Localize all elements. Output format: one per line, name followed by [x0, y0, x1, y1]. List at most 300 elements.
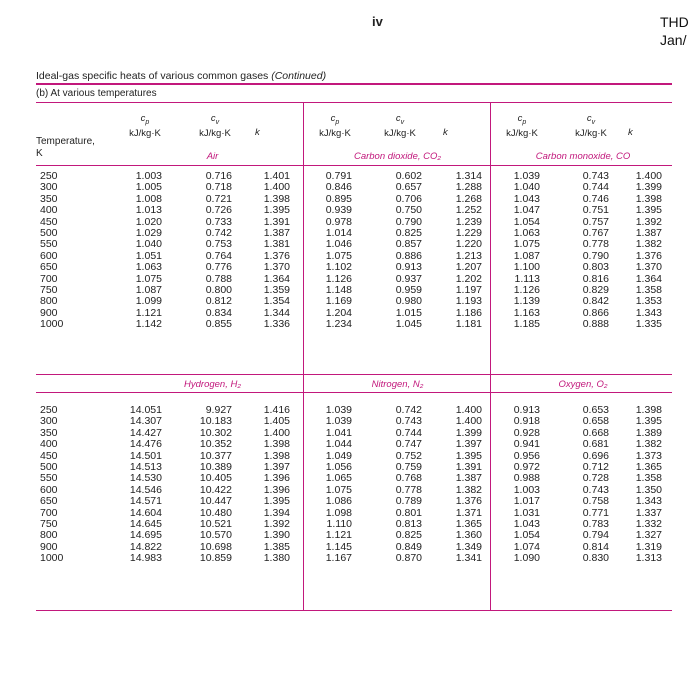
table-cell: 1.047: [513, 204, 540, 217]
cp-symbol: $c_p$: [517, 113, 527, 126]
table-cell: 0.788: [205, 272, 232, 285]
table-cell: 10.352: [199, 438, 232, 451]
table-cell: 1.074: [513, 540, 540, 553]
co2-k-column: [434, 171, 482, 330]
temperature-column-bottom: [40, 405, 63, 564]
table-cell: 14.501: [129, 449, 162, 462]
table-cell: 0.816: [582, 272, 609, 285]
n2-cp-column: [300, 405, 352, 564]
section-divider-top: [36, 374, 672, 375]
table-cell: 1.359: [263, 283, 290, 296]
table-cell: 1.005: [135, 181, 162, 194]
table-cell: 1.229: [455, 226, 482, 239]
table-cell: 0.939: [325, 204, 352, 217]
table-title-continued: (Continued): [271, 70, 327, 82]
table-cell: 1.169: [325, 295, 352, 308]
temperature-cell: 350: [40, 426, 58, 439]
table-cell: 0.913: [395, 261, 422, 274]
temperature-cell: 650: [40, 261, 58, 274]
co2-cp-column: [300, 171, 352, 330]
table-cell: 0.918: [513, 415, 540, 428]
table-cell: 0.653: [582, 404, 609, 416]
table-cell: 0.829: [582, 283, 609, 296]
table-cell: 0.825: [395, 226, 422, 239]
o2-k-column: [614, 405, 662, 564]
table-cell: 0.757: [582, 215, 609, 228]
corner-text: [660, 13, 689, 49]
k-header-2: k: [628, 127, 633, 138]
table-cell: 1.381: [263, 238, 290, 251]
table-cell: 1.398: [635, 404, 662, 416]
table-cell: 1.364: [635, 272, 662, 285]
table-cell: 1.395: [455, 449, 482, 462]
table-cell: 1.213: [455, 249, 482, 262]
table-cell: 0.657: [395, 181, 422, 194]
o2-cp-column: [488, 405, 540, 564]
table-cell: 1.343: [635, 306, 662, 319]
table-cell: 0.988: [513, 472, 540, 485]
unit-label: kJ/kg·K: [199, 127, 231, 139]
table-cell: 1.013: [135, 204, 162, 217]
table-cell: 0.814: [582, 540, 609, 553]
table-cell: 0.801: [395, 506, 422, 519]
table-cell: 0.849: [395, 540, 422, 553]
header-top-rule: [36, 102, 672, 103]
table-cell: 1.350: [635, 483, 662, 496]
table-cell: 10.422: [199, 483, 232, 496]
table-cell: 1.031: [513, 506, 540, 519]
table-cell: 1.098: [325, 506, 352, 519]
table-cell: 1.110: [326, 517, 352, 530]
temperature-cell: 700: [40, 506, 58, 519]
table-cell: 1.392: [263, 517, 290, 530]
table-cell: 1.181: [455, 318, 482, 331]
table-cell: 1.040: [135, 238, 162, 251]
table-cell: 1.039: [325, 415, 352, 428]
table-cell: 14.695: [129, 529, 162, 542]
page-number: iv: [372, 14, 383, 29]
table-cell: 0.800: [205, 283, 232, 296]
temperature-cell: 500: [40, 460, 58, 473]
table-cell: 1.395: [263, 204, 290, 217]
cv-header-0: [190, 113, 240, 139]
table-cell: 1.167: [325, 552, 352, 565]
table-cell: 1.395: [263, 495, 290, 508]
table-cell: 1.039: [325, 404, 352, 416]
h2-k-column: [242, 405, 290, 564]
table-cell: 1.335: [635, 318, 662, 331]
table-cell: 1.396: [263, 472, 290, 485]
table-cell: 1.063: [513, 226, 540, 239]
table-cell: 1.376: [455, 495, 482, 508]
table-subtitle: (b) At various temperatures: [36, 88, 157, 99]
table-cell: 1.063: [135, 261, 162, 274]
table-cell: 0.783: [582, 517, 609, 530]
table-cell: 1.400: [455, 404, 482, 416]
table-cell: 1.288: [455, 181, 482, 194]
o2-cv-column: [557, 405, 609, 564]
table-cell: 0.746: [582, 192, 609, 205]
temperature-cell: 450: [40, 449, 58, 462]
table-cell: 14.051: [129, 404, 162, 416]
table-cell: 1.121: [325, 529, 352, 542]
table-cell: 1.045: [395, 318, 422, 331]
table-cell: 0.668: [582, 426, 609, 439]
table-cell: 0.742: [205, 226, 232, 239]
table-cell: 1.365: [635, 460, 662, 473]
temperature-header: [36, 136, 95, 160]
table-cell: 0.846: [325, 181, 352, 194]
table-cell: 0.980: [395, 295, 422, 308]
table-cell: 0.747: [395, 438, 422, 451]
table-cell: 1.332: [635, 517, 662, 530]
table-cell: 1.391: [455, 460, 482, 473]
table-cell: 10.377: [199, 449, 232, 462]
table-cell: 0.658: [582, 415, 609, 428]
table-cell: 1.397: [455, 438, 482, 451]
table-cell: 0.790: [395, 215, 422, 228]
table-cell: 0.752: [395, 449, 422, 462]
table-cell: 1.102: [325, 261, 352, 274]
table-cell: 1.390: [263, 529, 290, 542]
table-cell: 0.834: [205, 306, 232, 319]
table-cell: 10.302: [199, 426, 232, 439]
cv-header-1: [375, 113, 425, 139]
temperature-cell: 300: [40, 415, 58, 428]
table-cell: 1.327: [635, 529, 662, 542]
table-cell: 14.476: [129, 438, 162, 451]
table-cell: 1.382: [635, 238, 662, 251]
table-cell: 0.753: [205, 238, 232, 251]
table-cell: 1.148: [325, 283, 352, 296]
table-cell: 1.354: [263, 295, 290, 308]
corner-line-1: THD: [660, 14, 689, 30]
table-cell: 1.043: [513, 517, 540, 530]
cv-symbol: $c_v$: [586, 113, 596, 126]
table-cell: 0.812: [205, 295, 232, 308]
table-cell: 0.742: [395, 404, 422, 416]
table-cell: 1.341: [455, 552, 482, 565]
table-cell: 0.842: [582, 295, 609, 308]
table-cell: 1.387: [635, 226, 662, 239]
table-cell: 1.391: [263, 215, 290, 228]
table-cell: 1.040: [513, 181, 540, 194]
table-cell: 1.087: [135, 283, 162, 296]
cp-header-0: [120, 113, 170, 139]
table-cell: 1.268: [455, 192, 482, 205]
temperature-cell: 400: [40, 204, 58, 217]
table-cell: 1.163: [513, 306, 540, 319]
table-cell: 0.758: [582, 495, 609, 508]
table-cell: 0.776: [205, 261, 232, 274]
table-cell: 0.913: [513, 404, 540, 416]
temperature-cell: 450: [40, 215, 58, 228]
table-cell: 1.382: [455, 483, 482, 496]
table-cell: 1.398: [635, 192, 662, 205]
table-cell: 1.336: [263, 318, 290, 331]
table-cell: 1.044: [325, 438, 352, 451]
temperature-cell: 600: [40, 249, 58, 262]
temperature-label: Temperature,: [36, 136, 95, 147]
table-cell: 1.358: [635, 472, 662, 485]
table-cell: 0.726: [205, 204, 232, 217]
table-cell: 0.743: [395, 415, 422, 428]
table-cell: 1.003: [135, 170, 162, 182]
table-title-main: Ideal-gas specific heats of various common gases: [36, 70, 272, 82]
table-cell: 1.029: [135, 226, 162, 239]
table-cell: 1.313: [635, 552, 662, 565]
cp-header-1: [310, 113, 360, 139]
table-cell: 1.075: [513, 238, 540, 251]
section-divider-bottom: [36, 392, 672, 393]
table-cell: 1.349: [455, 540, 482, 553]
table-cell: 10.389: [199, 460, 232, 473]
table-cell: 1.145: [325, 540, 352, 553]
table-cell: 1.126: [513, 283, 540, 296]
table-cell: 0.790: [582, 249, 609, 262]
table-cell: 14.530: [129, 472, 162, 485]
unit-label: kJ/kg·K: [319, 127, 351, 139]
k-header-1: k: [443, 127, 448, 138]
table-cell: 9.927: [205, 404, 232, 416]
temperature-cell: 900: [40, 306, 58, 319]
table-cell: 1.075: [135, 272, 162, 285]
table-cell: 10.570: [199, 529, 232, 542]
table-cell: 1.017: [513, 495, 540, 508]
co-cv-column: [557, 171, 609, 330]
table-cell: 1.056: [325, 460, 352, 473]
table-cell: 1.385: [263, 540, 290, 553]
table-cell: 1.395: [635, 415, 662, 428]
table-cell: 1.065: [325, 472, 352, 485]
table-cell: 10.698: [199, 540, 232, 553]
table-cell: 1.314: [455, 170, 482, 182]
table-cell: 1.399: [635, 181, 662, 194]
table-cell: 1.113: [514, 272, 540, 285]
table-cell: 1.400: [635, 170, 662, 182]
table-bottom-rule: [36, 610, 672, 611]
table-cell: 1.376: [263, 249, 290, 262]
table-cell: 1.343: [635, 495, 662, 508]
table-cell: 1.186: [455, 306, 482, 319]
co2-cv-column: [370, 171, 422, 330]
table-cell: 1.197: [455, 283, 482, 296]
table-cell: 1.099: [135, 295, 162, 308]
table-title: [36, 70, 326, 82]
table-cell: 1.204: [325, 306, 352, 319]
table-cell: 0.721: [205, 192, 232, 205]
table-cell: 0.830: [582, 552, 609, 565]
temperature-cell: 900: [40, 540, 58, 553]
cp-symbol: $c_p$: [330, 113, 340, 126]
table-cell: 1.376: [635, 249, 662, 262]
table-cell: 1.395: [635, 204, 662, 217]
table-cell: 1.400: [263, 181, 290, 194]
temperature-column-top: [40, 171, 63, 330]
table-cell: 1.054: [513, 215, 540, 228]
table-cell: 1.416: [263, 404, 290, 416]
table-cell: 1.353: [635, 295, 662, 308]
table-cell: 0.928: [513, 426, 540, 439]
table-cell: 0.744: [395, 426, 422, 439]
temperature-cell: 250: [40, 404, 58, 416]
temperature-cell: 550: [40, 472, 58, 485]
n2-k-column: [434, 405, 482, 564]
cp-header-2: [497, 113, 547, 139]
table-cell: 14.571: [129, 495, 162, 508]
table-cell: 14.427: [129, 426, 162, 439]
table-cell: 1.319: [635, 540, 662, 553]
table-cell: 1.121: [135, 306, 162, 319]
corner-line-2: Jan/: [660, 32, 687, 48]
table-cell: 1.360: [455, 529, 482, 542]
table-cell: 0.895: [325, 192, 352, 205]
table-cell: 0.681: [582, 438, 609, 451]
table-cell: 1.014: [325, 226, 352, 239]
table-cell: 1.337: [635, 506, 662, 519]
table-cell: 10.447: [199, 495, 232, 508]
table-cell: 1.394: [263, 506, 290, 519]
table-cell: 1.015: [395, 306, 422, 319]
temperature-unit: K: [36, 148, 43, 159]
table-cell: 1.185: [513, 318, 540, 331]
table-cell: 1.389: [635, 426, 662, 439]
table-cell: 14.822: [129, 540, 162, 553]
table-cell: 0.733: [205, 215, 232, 228]
temperature-cell: 300: [40, 181, 58, 194]
table-cell: 0.751: [582, 204, 609, 217]
table-cell: 1.364: [263, 272, 290, 285]
table-cell: 14.604: [129, 506, 162, 519]
table-cell: 10.859: [199, 552, 232, 565]
table-cell: 0.750: [395, 204, 422, 217]
h2-cp-column: [110, 405, 162, 564]
table-cell: 0.718: [205, 181, 232, 194]
table-cell: 1.358: [635, 283, 662, 296]
table-cell: 0.855: [205, 318, 232, 331]
table-cell: 0.956: [513, 449, 540, 462]
table-cell: 0.888: [582, 318, 609, 331]
unit-label: kJ/kg·K: [575, 127, 607, 139]
table-cell: 10.521: [199, 517, 232, 530]
temperature-cell: 800: [40, 529, 58, 542]
table-cell: 1.370: [263, 261, 290, 274]
table-cell: 1.398: [263, 192, 290, 205]
table-cell: 1.365: [455, 517, 482, 530]
temperature-cell: 750: [40, 283, 58, 296]
table-cell: 1.220: [455, 238, 482, 251]
table-cell: 1.400: [455, 415, 482, 428]
table-cell: 1.207: [455, 261, 482, 274]
table-cell: 1.370: [635, 261, 662, 274]
gas-label-top-2: Carbon monoxide, CO: [535, 151, 631, 162]
table-cell: 0.959: [395, 283, 422, 296]
table-cell: 1.373: [635, 449, 662, 462]
table-cell: 1.252: [455, 204, 482, 217]
gas-label-bottom-2: Oxygen, O₂: [558, 379, 608, 390]
table-cell: 10.480: [199, 506, 232, 519]
table-cell: 1.090: [513, 552, 540, 565]
table-cell: 1.202: [455, 272, 482, 285]
cv-symbol: $c_v$: [395, 113, 405, 126]
table-cell: 1.008: [135, 192, 162, 205]
table-cell: 0.978: [325, 215, 352, 228]
table-cell: 0.771: [582, 506, 609, 519]
temperature-cell: 600: [40, 483, 58, 496]
h2-cv-column: [180, 405, 232, 564]
table-cell: 10.183: [199, 415, 232, 428]
cv-symbol: $c_v$: [210, 113, 220, 126]
table-cell: 1.139: [513, 295, 540, 308]
gas-label-bottom-1: Nitrogen, N₂: [371, 379, 424, 390]
table-cell: 0.937: [395, 272, 422, 285]
table-cell: 1.382: [635, 438, 662, 451]
table-cell: 1.371: [455, 506, 482, 519]
temperature-cell: 400: [40, 438, 58, 451]
title-rule: [36, 83, 672, 85]
unit-label: kJ/kg·K: [129, 127, 161, 139]
temperature-cell: 350: [40, 192, 58, 205]
table-cell: 14.983: [129, 552, 162, 565]
table-cell: 1.405: [263, 415, 290, 428]
table-cell: 1.399: [455, 426, 482, 439]
table-cell: 0.743: [582, 170, 609, 182]
table-cell: 14.513: [129, 460, 162, 473]
table-cell: 1.401: [263, 170, 290, 182]
temperature-cell: 250: [40, 170, 58, 182]
table-cell: 1.049: [325, 449, 352, 462]
table-cell: 1.398: [263, 438, 290, 451]
table-cell: 0.870: [395, 552, 422, 565]
table-cell: 0.764: [205, 249, 232, 262]
table-cell: 0.728: [582, 472, 609, 485]
table-cell: 1.387: [455, 472, 482, 485]
table-cell: 10.405: [199, 472, 232, 485]
table-cell: 0.886: [395, 249, 422, 262]
table-cell: 1.020: [135, 215, 162, 228]
table-cell: 1.054: [513, 529, 540, 542]
table-cell: 1.039: [513, 170, 540, 182]
table-cell: 0.803: [582, 261, 609, 274]
table-cell: 1.234: [325, 318, 352, 331]
table-cell: 1.400: [263, 426, 290, 439]
table-cell: 1.051: [135, 249, 162, 262]
table-cell: 0.696: [582, 449, 609, 462]
table-cell: 1.392: [635, 215, 662, 228]
table-cell: 1.380: [263, 552, 290, 565]
table-cell: 0.813: [395, 517, 422, 530]
air-cv-column: [180, 171, 232, 330]
air-cp-column: [110, 171, 162, 330]
table-cell: 1.397: [263, 460, 290, 473]
unit-label: kJ/kg·K: [384, 127, 416, 139]
table-cell: 0.778: [395, 483, 422, 496]
table-cell: 1.142: [135, 318, 162, 331]
table-cell: 1.396: [263, 483, 290, 496]
table-cell: 1.075: [325, 483, 352, 496]
table-cell: 0.789: [395, 495, 422, 508]
temperature-cell: 1000: [40, 318, 64, 331]
table-cell: 0.857: [395, 238, 422, 251]
cp-symbol: $c_p$: [140, 113, 150, 126]
table-cell: 1.239: [455, 215, 482, 228]
air-k-column: [242, 171, 290, 330]
table-cell: 1.126: [325, 272, 352, 285]
table-cell: 1.041: [325, 426, 352, 439]
gas-label-bottom-0: Hydrogen, H₂: [184, 379, 241, 390]
temperature-cell: 550: [40, 238, 58, 251]
table-cell: 0.759: [395, 460, 422, 473]
